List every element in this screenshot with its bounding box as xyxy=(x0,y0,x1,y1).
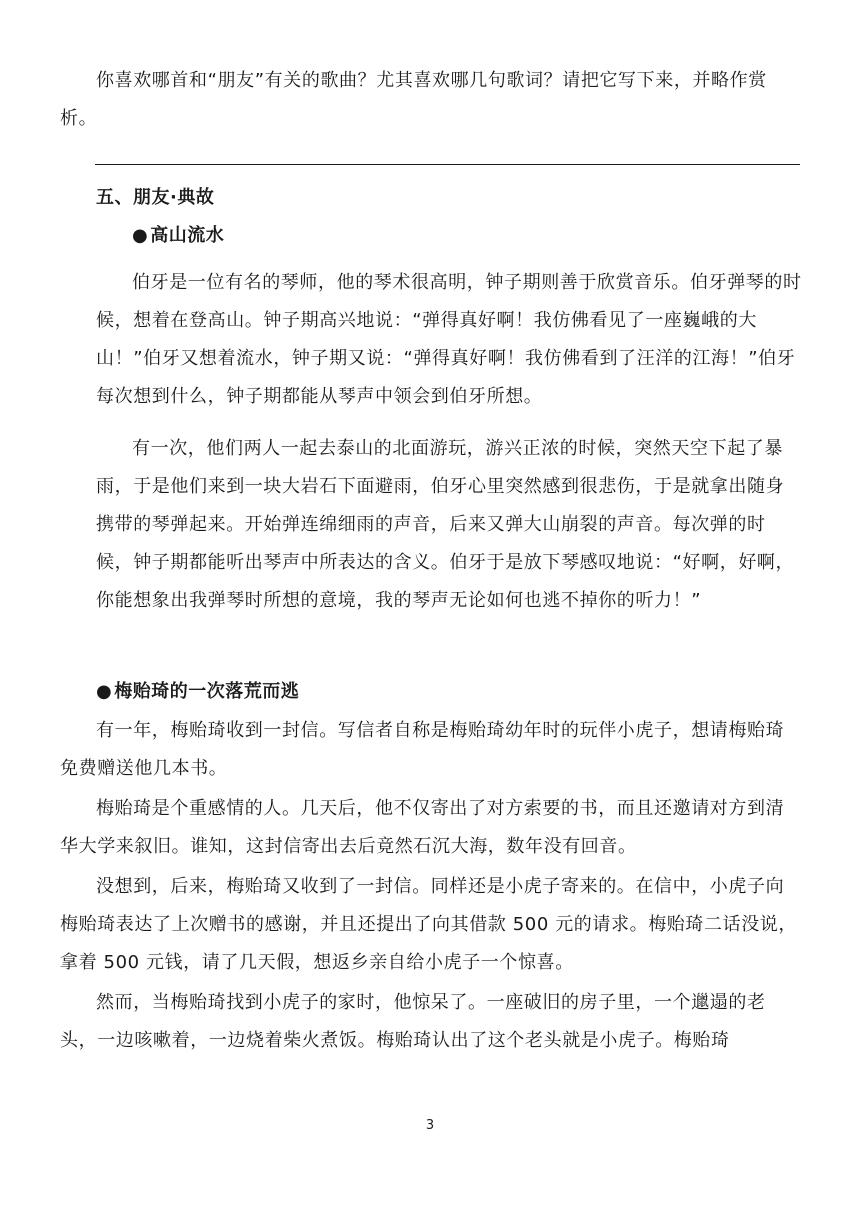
story1-paragraph-1: 伯牙是一位有名的琴师，他的琴术很高明，钟子期则善于欣赏音乐。伯牙弹琴的时候，想着在登高山。钟子期高兴地说：“弹得真好啊！我仿佛看见了一座巍峨的大山！”伯牙又想着流水，钟子期又说：“弹得真好啊！我仿佛看到了汪洋的江海！”伯牙每次想到什么，钟子期都能从琴声中领会到伯牙所想。 xyxy=(96,272,802,407)
bullet-icon: ● xyxy=(132,225,149,246)
story2-heading xyxy=(96,680,299,704)
intro-paragraph: 你喜欢哪首和“朋友”有关的歌曲？尤其喜欢哪几句歌词？请把它写下来，并略作赏析。 xyxy=(60,70,767,129)
story1-heading-text: 高山流水 xyxy=(150,225,225,246)
bullet-icon: ● xyxy=(96,681,113,702)
section-title: 五、朋友·典故 xyxy=(96,187,215,208)
page-number: 3 xyxy=(425,1118,435,1133)
story1-heading xyxy=(132,224,224,248)
story2-paragraph-2: 梅贻琦是个重感情的人。几天后，他不仅寄出了对方索要的书，而且还邀请对方到清华大学来叙旧。谁知，这封信寄出去后竟然石沉大海，数年没有回音。 xyxy=(60,798,785,857)
story2-paragraph-1: 有一年，梅贻琦收到一封信。写信者自称是梅贻琦幼年时的玩伴小虎子，想请梅贻琦免费赠送他几本书。 xyxy=(60,720,785,779)
story1-paragraph-2: 有一次，他们两人一起去泰山的北面游玩，游兴正浓的时候，突然天空下起了暴雨，于是他们来到一块大岩石下面避雨，伯牙心里突然感到很悲伤，于是就拿出随身携带的琴弹起来。开始弹连绵细雨的声音，后来又弹大山崩裂的声音。每次弹的时候，钟子期都能听出琴声中所表达的含义。伯牙于是放下琴感叹地说：“好啊，好啊，你能想象出我弹琴时所想的意境，我的琴声无论如何也逃不掉你的听力！” xyxy=(96,438,795,611)
answer-line xyxy=(95,164,800,165)
story2-heading-text: 梅贻琦的一次落荒而逃 xyxy=(114,681,300,702)
story2-paragraph-3: 没想到，后来，梅贻琦又收到了一封信。同样还是小虎子寄来的。在信中，小虎子向梅贻琦表达了上次赠书的感谢，并且还提出了向其借款 500 元的请求。梅贻琦二话没说，拿着 500 元钱，请了几天假，想返乡亲自给小虎子一个惊喜。 xyxy=(60,876,797,973)
story2-paragraph-4: 然而，当梅贻琦找到小虎子的家时，他惊呆了。一座破旧的房子里，一个邋遢的老头，一边咳嗽着，一边烧着柴火煮饭。梅贻琦认出了这个老头就是小虎子。梅贻琦 xyxy=(60,992,766,1051)
